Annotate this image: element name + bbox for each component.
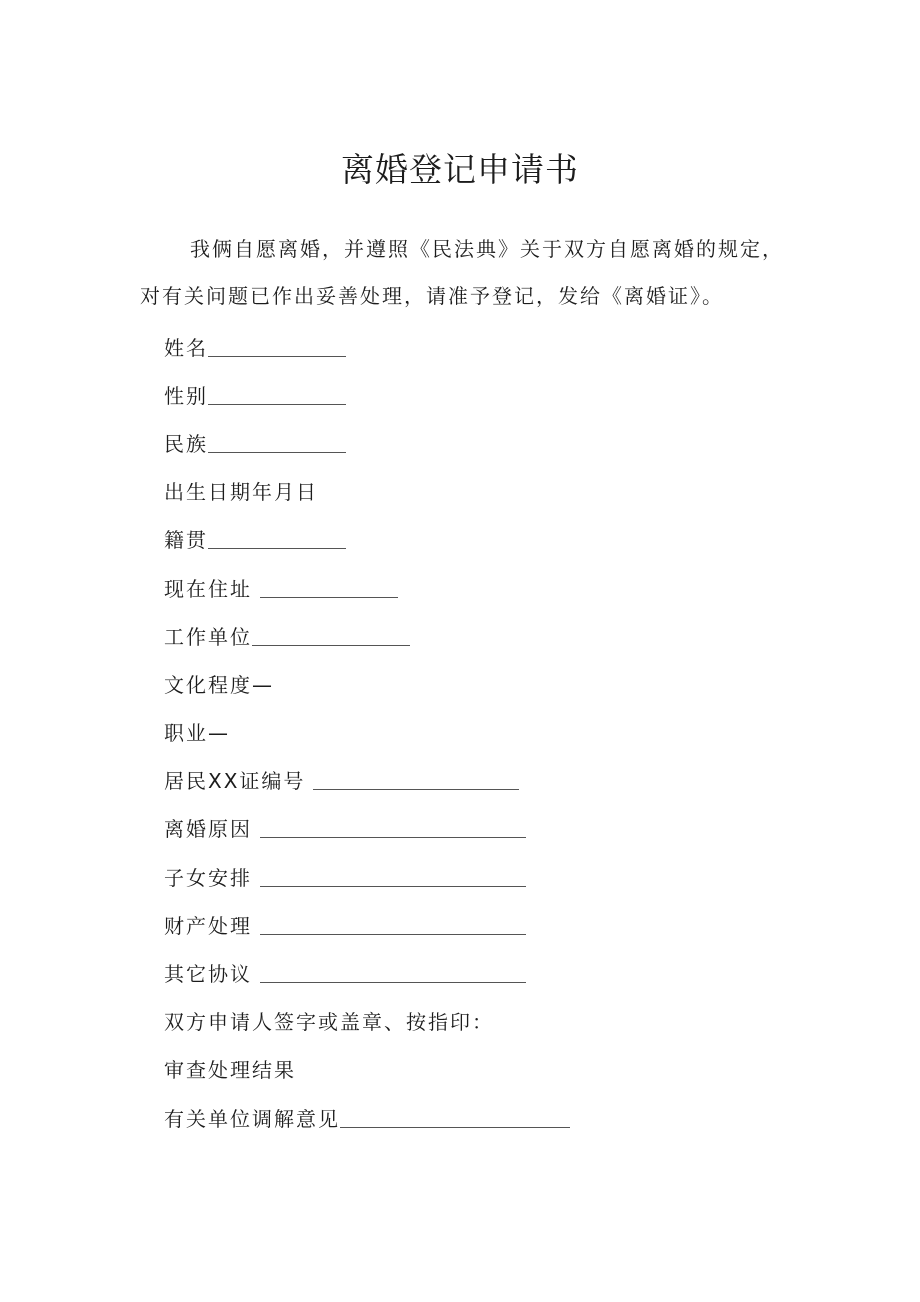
field-divorce-reason xyxy=(164,804,784,852)
field-child-arrangement xyxy=(164,852,784,900)
field-birth-date xyxy=(164,467,784,515)
field-gender xyxy=(164,370,784,418)
intro-paragraph xyxy=(140,226,800,320)
field-ethnicity-label: 民族 xyxy=(164,431,208,456)
field-occupation xyxy=(164,708,784,756)
field-address xyxy=(164,563,784,611)
field-name xyxy=(164,322,784,370)
field-name-blank[interactable] xyxy=(208,342,346,357)
field-education xyxy=(164,659,784,707)
field-review-result xyxy=(164,1045,784,1093)
field-mediation-opinion-blank[interactable] xyxy=(340,1113,570,1128)
field-other-agreements xyxy=(164,948,784,996)
intro-line-2: 对有关问题已作出妥善处理，请准予登记，发给《离婚证》。 xyxy=(140,284,724,308)
field-mediation-opinion xyxy=(164,1093,784,1141)
field-child-arrangement-blank[interactable] xyxy=(260,872,526,887)
field-gender-label: 性别 xyxy=(164,383,208,408)
field-divorce-reason-label: 离婚原因 xyxy=(164,817,252,842)
field-divorce-reason-blank[interactable] xyxy=(260,823,526,838)
field-property-handling-blank[interactable] xyxy=(260,920,526,935)
field-mediation-opinion-label: 有关单位调解意见 xyxy=(164,1106,340,1131)
field-native-place-label: 籍贯 xyxy=(164,528,208,553)
field-education-label: 文化程度— xyxy=(164,672,274,697)
field-signatures-label: 双方申请人签字或盖章、按指印： xyxy=(164,1010,494,1035)
intro-line-1: 我俩自愿离婚，并遵照《民法典》关于双方自愿离婚的规定， xyxy=(190,237,784,261)
field-address-label: 现在住址 xyxy=(164,576,252,601)
form-fields xyxy=(164,322,784,1141)
field-property-handling xyxy=(164,900,784,948)
field-name-label: 姓名 xyxy=(164,335,208,360)
field-property-handling-label: 财产处理 xyxy=(164,913,252,938)
field-employer-blank[interactable] xyxy=(252,631,410,646)
field-occupation-label: 职业— xyxy=(164,721,230,746)
field-birth-date-label: 出生日期年月日 xyxy=(164,480,318,505)
field-native-place xyxy=(164,515,784,563)
field-id-number-label: 居民XX证编号 xyxy=(164,769,306,794)
field-review-result-label: 审查处理结果 xyxy=(164,1058,296,1083)
field-id-number xyxy=(164,756,784,804)
field-native-place-blank[interactable] xyxy=(208,534,346,549)
field-employer-label: 工作单位 xyxy=(164,624,252,649)
field-other-agreements-label: 其它协议 xyxy=(164,962,252,987)
field-id-number-blank[interactable] xyxy=(313,775,519,790)
field-address-blank[interactable] xyxy=(260,583,398,598)
field-other-agreements-blank[interactable] xyxy=(260,968,526,983)
field-ethnicity-blank[interactable] xyxy=(208,438,346,453)
field-employer xyxy=(164,611,784,659)
document-title: 离婚登记申请书 xyxy=(341,150,579,189)
field-ethnicity xyxy=(164,418,784,466)
field-child-arrangement-label: 子女安排 xyxy=(164,865,252,890)
field-gender-blank[interactable] xyxy=(208,390,346,405)
field-signatures xyxy=(164,997,784,1045)
